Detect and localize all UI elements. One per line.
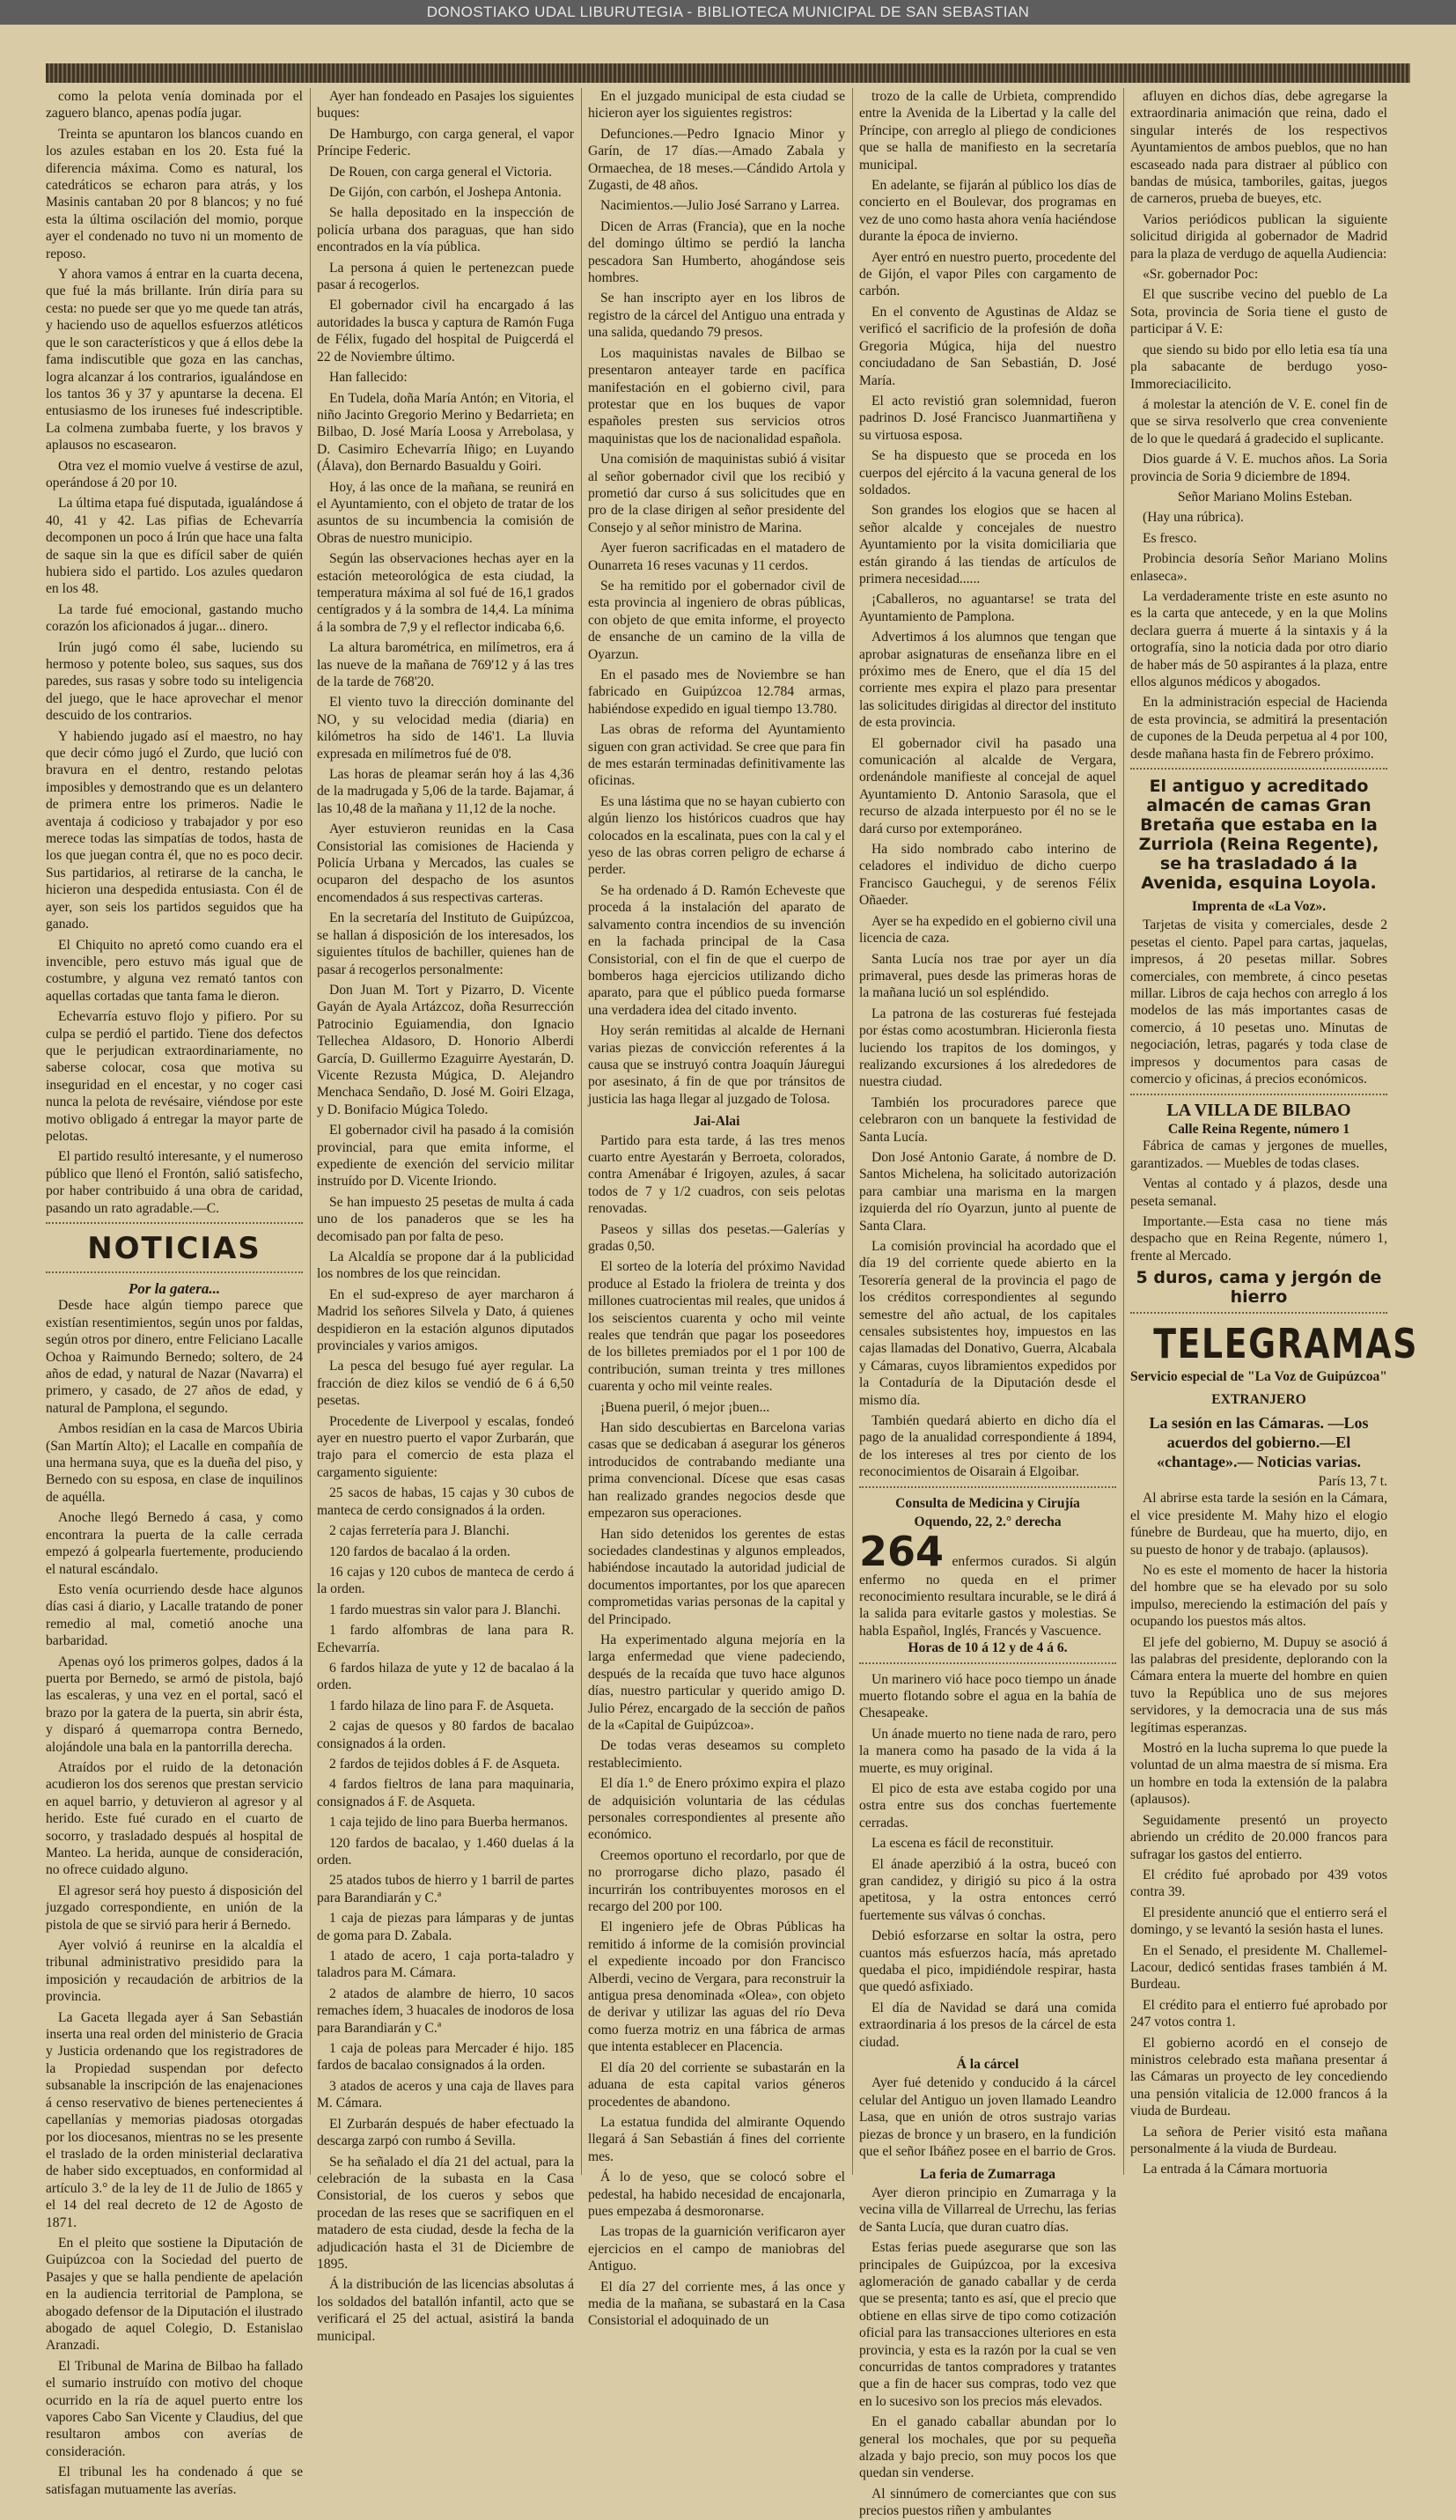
paragraph: El sorteo de la lotería del próximo Navidad produce al Estado la friolera de treinta y dos millones cuatrocientas mil reales, que unidos á los seiscientos cuarenta y ocho mil veinte reales que tendrán que pagar los poseedores de los billetes premiados por el 1 por 100 de contribución, suman treinta y tres millones cuarenta y ocho mil veinte reales.	[588, 1259, 845, 1395]
paragraph: Ha sido nombrado cabo interino de celadores el individuo de dicho cuerpo Francisco Gauchegui, y de serenos Félix Oñaeder.	[859, 842, 1116, 909]
paragraph: Ayer fué detenido y conducido á la cárcel celular del Antiguo un joven llamado Leandro Lasa, que en unión de otros sustrajo varias piezas de bronce y un brasero, en la fundición que el señor Ibáñez posee en el barrio de Gros.	[859, 2075, 1116, 2160]
paragraph: La última etapa fué disputada, igualándose á 40, 41 y 42. Las pifias de Echevarría decomponen un poco á Irún que hace una falta de saque sin la que es difícil saber de quién hubiera sido el partido. Los azules quedaron en los 48.	[46, 496, 303, 597]
paragraph: á molestar la atención de V. E. conel fin de que se sirva resolverlo que crea conveniente de lo que le quedará á gradecido el suplicante.	[1130, 396, 1387, 446]
paragraph: 1 fardo alfombras de lana para R. Echevarría.	[317, 1623, 574, 1655]
paragraph: Irún jugó como él sabe, luciendo su hermoso y potente boleo, sus saques, sus dos paredes, sus rasas y sobre todo su inteligencia del juego, que le hace aprovechar el menor descuido de los contrarios.	[46, 639, 303, 724]
paragraph: Ayer entró en nuestro puerto, procedente del de Gijón, el vapor Piles con cargamento de carbón.	[859, 249, 1116, 299]
paragraph: afluyen en dichos días, debe agregarse la extraordinaria animación que reina, dado el singular interés de los respectivos Ayuntamientos de ambos pueblos, que no han escaseado nada para distraer al público con bandas de música, tamboriles, gaitas, juegos de carneros, prueba de bueyes, etc.	[1130, 89, 1387, 207]
paragraph: En el sud-expreso de ayer marcharon á Madrid los señores Silvela y Dato, á quienes despidieron en la estación algunos diputados provinciales y varios amigos.	[317, 1286, 574, 1354]
paragraph: «Sr. gobernador Poc:	[1143, 267, 1259, 283]
paragraph: El ingeniero jefe de Obras Públicas ha remitido á informe de la comisión provincial el expediente incoado por don Francisco Alberdi, vecino de Vergara, para reconstruir la antigua presa denominada «Olea», con objeto de derivar y utilizar las aguas del río Deva como fuerza motriz en una fábrica de armas que intenta establecer en Placencia.	[588, 1919, 845, 2055]
paragraph: Seguidamente presentó un proyecto abriendo un crédito de 20.000 francos para sufragar los gastos del entierro.	[1130, 1812, 1387, 1862]
divider	[1130, 768, 1387, 770]
paragraph: 25 atados tubos de hierro y 1 barril de partes para Barandiarán y C.ª	[317, 1873, 574, 1905]
article-title: Jai-Alai	[693, 1114, 740, 1130]
paragraph: En el juzgado municipal de esta ciudad se hicieron ayer los siguientes registros:	[588, 89, 845, 122]
paragraph: Dios guarde á V. E. muchos años. La Soria provincia de Soria 9 diciembre de 1894.	[1130, 452, 1387, 484]
paragraph: Ayer dieron principio en Zumarraga y la vecina villa de Villarreal de Urrechu, las ferias de Santa Lucía, que duran cuatro días.	[859, 2185, 1116, 2235]
paragraph: En el Senado, el presidente M. Challemel-Lacour, dedicó sentidas frases también á M. Burdeau.	[1130, 1942, 1387, 1993]
paragraph: Treinta se apuntaron los blancos cuando en los azules estaban en los 20. Esta fué la diferencia máxima. Como es natural, los catedráticos se echaron para atrás, y los Masinis cantaban 20 por 8 blancos; y no fué esta la última oscilación del momio, porque ayer el condenado no tuvo ni un momento de reposo.	[46, 126, 303, 262]
paragraph: El pico de esta ave estaba cogido por una ostra entre sus dos conchas fuertemente cerradas.	[859, 1780, 1116, 1831]
paragraph: Son grandes los elogios que se hacen al señor alcalde y concejales de nuestro Ayuntamiento por la visita domiciliaria que están girando á las tiendas de artículos de primera necesidad......	[859, 503, 1116, 586]
paragraph: Un ánade muerto no tiene nada de raro, pero la manera como ha pasado de la vida á la muerte, es muy original.	[859, 1726, 1116, 1776]
paragraph: De todas veras deseamos su completo restablecimiento.	[588, 1738, 845, 1771]
paragraph: Don Juan M. Tort y Pizarro, D. Vicente Gayán de Ayala Artázcoz, doña Resurrección Patrocinio Eguiamendia, don Ignacio Tellechea Aldasoro, D. Honorio Alberdi García, D. Guillermo Ezaguirre Ayestarán, D. Vicente Rezusta Múgica, D. Alejandro Menchaca Sendaño, D. José M. Goiri Elzaga, y D. Bonifacio Múgica Toledo.	[317, 982, 574, 1117]
paragraph: La verdaderamente triste en este asunto no es la carta que antecede, y en la que Molins declara guerra á muerte á la sintaxis y á la ortografía, sino la noticia dada por otro diario de haber más de 50 aspirantes á la plaza, entre ellos algunos médicos y abogados.	[1130, 588, 1387, 689]
paragraph: Mostró en la lucha suprema lo que puede la voluntad de un alma maestra de sí misma. Era un hombre en toda la extensión de la palabra (aplausos).	[1130, 1741, 1387, 1808]
paragraph: El día 20 del corriente se subastarán en la aduana de esta capital varios géneros procedentes de abandono.	[588, 2059, 845, 2110]
ad-body	[859, 1527, 1116, 1640]
dateline: París 13, 7 t.	[1318, 1473, 1387, 1489]
paragraph: Advertimos á los alumnos que tengan que aprobar asignaturas de enseñanza libre en el próximo mes de Enero, que el día 15 del corriente mes expira el plazo para presentar las solicitudes dirigidas al director del instituto de esta provincia.	[859, 630, 1116, 731]
paragraph: Es una lástima que no se hayan cubierto con algún lienzo los históricos cuadros que hay colocados en la escalinata, pues con la cal y el yeso de las obras corren peligro de echarse á perder.	[588, 793, 845, 878]
paragraph: Las obras de reforma del Ayuntamiento siguen con gran actividad. Se cree que para fin de mes estarán terminadas definitivamente las oficinas.	[588, 722, 845, 789]
paragraph: Santa Lucía nos trae por ayer un día primaveral, pues desde las primeras horas de la mañana lució un sol espléndido.	[859, 951, 1116, 1001]
paragraph: Han sido detenidos los gerentes de estas sociedades clandestinas y algunos empleados, habiéndose incautado la autoridad judicial de documentos importantes, por los que aparecen comprometidas varias personas de la capital y del Principado.	[588, 1526, 845, 1627]
paragraph: Los maquinistas navales de Bilbao se presentaron anteayer tarde en pacífica manifestación en el gobierno civil, para protestar que en los buques de vapor españoles presten sus servicios otros maquinistas que los de nacionalidad española.	[588, 345, 845, 446]
ad-address: Oquendo, 22, 2.° derecha	[914, 1514, 1062, 1530]
paragraph: Varios periódicos publican la siguiente solicitud dirigida al gobernador de Madrid para la plaza de verdugo de aquella Audiencia:	[1130, 211, 1387, 262]
paragraph: Probincia desoría Señor Mariano Molins enlaseca».	[1130, 551, 1387, 584]
paragraph: En el pasado mes de Noviembre se han fabricado en Guipúzcoa 12.784 armas, habiéndose expedido en igual tiempo 13.780.	[588, 667, 845, 717]
paragraph: La Gaceta llegada ayer á San Sebastián inserta una real orden del ministerio de Gracia y Justicia ordenando que los registradores de la Propiedad suspendan por defecto subsanable la inscripción de las enajenaciones á censo reservativo de bienes pertenecientes á capellanías y memorias piadosas otorgadas por los diocesanos, mientras no se les presente el traslado de la orden ministerial declarativa de haber sido exceptuados, en conformidad al artículo 3.° de la ley de 11 de Julio de 1865 y el 14 del real decreto de 12 de Agosto de 1871.	[46, 2009, 303, 2230]
paragraph: Y ahora vamos á entrar en la cuarta decena, que fué la más brillante. Irún diría para su cesta: no puede ser que yo me quede tan atrás, y haciendo uso de aquellos esfuerzos atléticos que le son característicos y que á ellos debe la fama indiscutible que goza en las canchas, logra alcanzar á los contrarios, igualándose en los tantos 36 y 37 y apuntarse la decena. El entusiasmo de los iruneses fué indescriptible. La colmena zumbaba fuerte, y los bravos y aplausos no escasearon.	[46, 267, 303, 453]
paragraph: Se ha señalado el día 21 del actual, para la celebración de la subasta en la Casa Consistorial, de los cueros y sebos que procedan de las reses que se sacrifiquen en el matadero de esta ciudad, desde la fecha de la adjudicación hasta el 31 de Diciembre de 1895.	[317, 2154, 574, 2272]
paragraph: La estatua fundida del almirante Oquendo llegará á San Sebastián á fines del corriente mes.	[588, 2114, 845, 2164]
paragraph: (Hay una rúbrica).	[1143, 510, 1244, 526]
article-title: Por la gatera...	[128, 1280, 221, 1297]
paragraph: Ayer fueron sacrificadas en el matadero de Ounarreta 16 reses vacunas y 11 cerdos.	[588, 541, 845, 573]
paragraph: Ambos residían en la casa de Marcos Ubiria (San Martín Alto); el Lacalle en compañía de una hermana suya, que es la dueña del piso, y Bernedo con su esposa, en clase de inquilinos de aquélla.	[46, 1421, 303, 1505]
paragraph: La entrada á la Cámara mortuoria	[1143, 2162, 1327, 2177]
paragraph: El Chiquito no apretó como cuando era el invencible, pero estuvo más igual que de costumbre, y alguna vez remató tantos con aquellas cortadas que tanta fama le dieron.	[46, 937, 303, 1004]
paragraph: La comisión provincial ha acordado que el día 19 del corriente quede abierto en la Tesorería general de la provincia el pago de los créditos correspondientes al segundo semestre del año actual, de los capitales censales subsistentes hoy, impuestos en las cajas llamadas del Donativo, Guerra, Alcabala y Cámaras, cuyos libramientos expedidos por la Contaduría de la Diputación desde el mismo día.	[859, 1239, 1116, 1408]
paragraph: 1 caja de piezas para lámparas y de juntas de goma para D. Zabala.	[317, 1911, 574, 1943]
column-separator	[581, 88, 582, 2175]
paragraph: trozo de la calle de Urbieta, comprendido entre la Avenida de la Libertad y la calle del Príncipe, con arreglo al pliego de condiciones que se halla de manifiesto en la secretaría municipal.	[859, 89, 1116, 173]
paragraph: Hoy, á las once de la mañana, se reunirá en el Ayuntamiento, con el objeto de tratar de los asuntos de su incumbencia la comisión de Obras de nuestro municipio.	[317, 479, 574, 546]
divider	[1130, 1312, 1387, 1314]
paragraph: El viento tuvo la dirección dominante del NO, y su velocidad media (diaria) en kilómetros ha sido de 146'1. La lluvia expresada en milímetros fué de 0'8.	[317, 695, 574, 762]
paragraph: En adelante, se fijarán al público los días de concierto en el Boulevar, dos programas en vez de uno como hasta ahora venía haciéndose durante la época de invierno.	[859, 178, 1116, 245]
paragraph: El crédito para el entierro fué aprobado por 247 votos contra 1.	[1130, 1997, 1387, 2030]
ad-text: enfermos curados. Si algún enfermo no queda en el primer reconocimiento resultara incurable, se le dirá á la salida para evitarle gastos y molestias. Se habla Español, Inglés, Francés y Vascuence.	[859, 1553, 1116, 1639]
paragraph: Es fresco.	[1143, 530, 1197, 546]
paragraph: Al abrirse esta tarde la sesión en la Cámara, el vice presidente M. Mahy hizo el elogio fúnebre de Burdeau, que ha muerto, dijo, en su puesto de honor y de trabajo. (aplausos).	[1130, 1491, 1387, 1558]
paragraph: El día 27 del corriente mes, á las once y media de la mañana, se subastará en la Casa Consistorial el adoquinado de un	[588, 2279, 845, 2329]
paragraph: Han fallecido:	[329, 370, 408, 386]
ad-title: Consulta de Medicina y Cirujía	[895, 1495, 1080, 1511]
paragraph: Tarjetas de visita y comerciales, desde 2 pesetas el ciento. Papel para cartas, jaquelas, impresos, á 20 pesetas millar. Sobres comerciales, con membrete, á cinco pesetas millar. Libros de caja hechos con arreglo á los modelos de las más importantes casas de comercio, á 10 pesetas uno. Minutas de negociación, letras, pagarés y toda clase de impresos y documentos para casas de comercio y oficinas, á precios económicos.	[1130, 917, 1387, 1087]
paragraph: El ánade aperzibió á la ostra, buceó con gran candidez, y dirigió su pico á la ostra apetitosa, y la ostra entonces cerró fuertemente sus válvas ó conchas.	[859, 1856, 1116, 1923]
paragraph: Se ha ordenado á D. Ramón Echeveste que proceda á la instalación del aparato de salvamento contra incendios de su invención en la fachada principal de la Casa Consistorial, con el fin de que el cuerpo de bomberos haga ejercicios utilizando dicho aparato, para que el público pueda formarse una verdadera idea del citado invento.	[588, 882, 845, 1018]
paragraph: En la administración especial de Hacienda de esta provincia, se admitirá la presentación de cupones de la Deuda perpetua al 4 por 100, desde mañana hasta fin de Febrero próximo.	[1130, 695, 1387, 762]
article-title: Á la cárcel	[956, 2057, 1019, 2073]
paragraph: En el convento de Agustinas de Aldaz se verificó el sacrificio de la profesión de doña Gregoria Múgica, hija del nuestro conciudadano de San Sebastián, D. José María.	[859, 304, 1116, 388]
paragraph: De Rouen, con carga general el Victoria.	[329, 164, 553, 180]
paragraph: Echevarría estuvo flojo y pifiero. Por su culpa se perdió el partido. Tiene dos defectos que le perjudican extraordinariamente, no saberse colocar, cosa que motiva su inseguridad en el encestar, y no coger casi nunca la pelota de revésaire, viéndose por este motivo obligado á entregar la mayor parte de pelotas.	[46, 1009, 303, 1144]
column-separator	[1123, 88, 1124, 2175]
column-5	[1130, 88, 1419, 2177]
divider	[859, 1486, 1116, 1488]
paragraph: 1 fardo hilaza de lino para F. de Asqueta.	[329, 1698, 555, 1713]
paragraph: 6 fardos hilaza de yute y 12 de bacalao á la orden.	[317, 1660, 574, 1693]
divider	[1130, 1094, 1387, 1095]
paragraph: Ventas al contado y á plazos, desde una peseta semanal.	[1130, 1176, 1387, 1209]
paragraph: El gobernador civil ha pasado una comunicación al alcalde de Vergara, ordenándole manifieste al concejal de aquel Ayuntamiento D. Antonio Sarasola, que el recurso de alzada interpuesto por él no se le dará curso por extemporáneo.	[859, 735, 1116, 836]
paragraph: Atraídos por el ruido de la detonación acudieron los dos serenos que prestan servicio en aquel barrio, y detuvieron al agresor y al herido. Este fué curado en el cuarto de socorro, y trasladado después al hospital de Manteo. La herida, aunque de consideración, no ofrece cuidado alguno.	[46, 1759, 303, 1878]
paragraph: 3 atados de aceros y una caja de llaves para M. Cámara.	[317, 2078, 574, 2111]
paragraph: También los procuradores parece que celebraron con un banquete la festividad de Santa Lucía.	[859, 1094, 1116, 1145]
paragraph: Según las observaciones hechas ayer en la estación meteorológica de esta ciudad, la temperatura máxima al sol fué de 16,1 grados centígrados y á la sombra de 14,4. La mínima á la sombra de 7,9 y el reflector indicaba 6,6.	[317, 551, 574, 635]
paragraph: El agresor será hoy puesto á disposición del juzgado correspondiente, en unión de la pistola de que se sirvió para herir á Bernedo.	[46, 1883, 303, 1933]
paragraph: No es este el momento de hacer la historia del hombre que se ha elevado por su solo impulso, mereciendo la estimación del país y ocupando los puestos más altos.	[1130, 1563, 1387, 1630]
paragraph: 2 fardos de tejidos dobles á F. de Asqueta.	[329, 1756, 561, 1772]
divider	[859, 1662, 1116, 1664]
paragraph: El jefe del gobierno, M. Dupuy se asoció á las palabras del presidente, deplorando con la Cámara entera la muerte del hombre en quien tuvo la República uno de sus mejores servidores, y la democracia una de sus más legítimas esperanzas.	[1130, 1634, 1387, 1735]
paragraph: 1 fardo muestras sin valor para J. Blanchi.	[329, 1602, 561, 1617]
paragraph: En el ganado caballar abundan por lo general los mochales, que por su pequeña alzada y bajo precio, son muy pocos los que quedan sin venderse.	[859, 2414, 1116, 2481]
paragraph: Se ha remitido por el gobernador civil de esta provincia al ingeniero de obras públicas, con objeto de que emita informe, el proyecto de ensanche de un camino de la villa de Oyarzun.	[588, 578, 845, 662]
column-1	[46, 88, 303, 2497]
paragraph: Paseos y sillas dos pesetas.—Galerías y gradas 0,50.	[588, 1221, 845, 1254]
column-separator	[310, 88, 311, 2175]
section-heading-extranjero: EXTRANJERO	[1211, 1391, 1306, 1407]
paragraph: El acto revistió gran solemnidad, fueron padrinos D. José Francisco Juanmartiñena y su virtuosa esposa.	[859, 393, 1116, 443]
paragraph: Apenas oyó los primeros golpes, dados á la puerta por Bernedo, se armó de pistola, bajó las escaleras, y una vez en el portal, sacó el brazo por la gatera de la puerta, sin abrir ésta, y disparó á quemarropa contra Bernedo, alojándole una bala en la pantorrilla derecha.	[46, 1654, 303, 1755]
paragraph: El tribunal les ha condenado á que se satisfagan mutuamente las averías.	[46, 2465, 303, 2497]
column-3	[588, 88, 845, 2329]
ad-hours: Horas de 10 á 12 y de 4 á 6.	[908, 1640, 1068, 1656]
paragraph: La tarde fué emocional, gastando mucho corazón los aficionados á jugar... dinero.	[46, 601, 303, 635]
section-heading-telegramas: TELEGRAMAS	[1153, 1320, 1419, 1368]
paragraph: Se han inscripto ayer en los libros de registro de la cárcel del Antiguo una entrada y una salida, quedando 79 presos.	[588, 291, 845, 341]
paragraph: El gobernador civil ha pasado á la comisión provincial, para que emita informe, el expediente de exención del servicio militar instruído por D. Vicente Iriondo.	[317, 1123, 574, 1190]
paragraph: Se han impuesto 25 pesetas de multa á cada uno de los panaderos que se les ha decomisado pan por falta de peso.	[317, 1194, 574, 1244]
paragraph: La altura barométrica, en milímetros, era á las nueve de la mañana de 769'12 y á las tres de la tarde de 768'20.	[317, 640, 574, 689]
masthead-rule	[46, 63, 1410, 83]
paragraph: Anoche llegó Bernedo á casa, y como encontrara la puerta de la calle cerrada empezó á golpearla fuertemente, produciendo el natural escándalo.	[46, 1510, 303, 1577]
paragraph: Ayer han fondeado en Pasajes los siguientes buques:	[317, 89, 574, 122]
paragraph: Una comisión de maquinistas subió á visitar al señor gobernador civil que los recibió y prometió dar curso á sus solicitudes que en pro de la clase dirigen al señor presidente del Consejo y al señor ministro de Marina.	[588, 452, 845, 535]
paragraph: 16 cajas y 120 cubos de manteca de cerdo á la orden.	[317, 1564, 574, 1597]
paragraph: Debió esforzarse en soltar la ostra, pero cuantos más esfuerzos hacía, más apretado quedaba el pico, impidiéndole respirar, hasta que quedó asfixiado.	[859, 1928, 1116, 1995]
paragraph: Esto venía ocurriendo desde hace algunos días casi á diario, y Lacalle tratando de poner remedio al mal, cometió anoche una barbaridad.	[46, 1581, 303, 1649]
paragraph: La patrona de las costureras fué festejada por éstas como acostumbran. Hicieronla fiesta luciendo los trapitos de los domingos, y realizando excursiones á los alrededores de nuestra ciudad.	[859, 1006, 1116, 1090]
paragraph: Al sinnúmero de comerciantes que con sus precios puestos riñen y ambulantes	[859, 2486, 1116, 2519]
ad-address: Calle Reina Regente, número 1	[1167, 1121, 1350, 1137]
paragraph: Creemos oportuno el recordarlo, por que de no prorrogarse dicho plazo, pasado él incurrirán los contribuyentes morosos en el recargo del 200 por 100.	[588, 1847, 845, 1915]
article-title: La feria de Zumarraga	[920, 2166, 1055, 2182]
paragraph: Estas ferias puede asegurarse que son las principales de Guipúzcoa, por la excesiva aglomeración de ganado caballar y de cerda que se presenta; tanto es así, que el precio que obtiene en ellas sirve de tipo como cotización oficial para las transacciones ulteriores en esta provincia, y esta es la razón por la cual se ven concurridas de tantos compradores y tratantes que a fin de hacer sus compras, todo vez que en lo sucesivo son los precios más elevados.	[859, 2240, 1116, 2409]
paragraph: En la secretaría del Instituto de Guipúzcoa, se hallan á disposición de los interesados, los siguientes títulos de bachiller, quienes han de pasar á recogerlos personalmente:	[317, 910, 574, 977]
paragraph: El día de Navidad se dará una comida extraordinaria á los presos de la cárcel de esta ciudad.	[859, 2000, 1116, 2050]
paragraph: Hoy serán remitidas al alcalde de Hernani varias piezas de convicción referentes á la causa que se instruyó contra Joaquín Jáuregui por asesinato, á fin de que por tránsitos de justicia las haga llegar al juzgado de Tolosa.	[588, 1023, 845, 1107]
column-separator	[852, 88, 853, 2175]
paragraph: La señora de Perier visitó esta mañana personalmente á la viuda de Burdeau.	[1130, 2124, 1387, 2156]
paragraph: como la pelota venía dominada por el zaguero blanco, apenas podía jugar.	[46, 89, 303, 122]
paragraph: 2 atados de alambre de hierro, 10 sacos remaches ídem, 3 huacales de inodoros de losa para Barandiarán y C.ª	[317, 1986, 574, 2036]
column-4	[859, 88, 1116, 2519]
paragraph: Á lo de yeso, que se colocó sobre el pedestal, ha habido necesidad de encajonarla, pues empezaba á desmoronarse.	[588, 2170, 845, 2219]
ad-price: 5 duros, cama y jergón de hierro	[1136, 1268, 1382, 1308]
paragraph: 25 sacos de habas, 15 cajas y 30 cubos de manteca de cerdo consignados á la orden.	[317, 1485, 574, 1518]
paragraph: 120 fardos de bacalao á la orden.	[329, 1544, 511, 1559]
paragraph: Á la distribución de las licencias absolutas á los soldados del batallón infantil, acto que se verificará el 25 del actual, asistirá la banda municipal.	[317, 2277, 574, 2344]
paragraph: Se ha dispuesto que se proceda en los cuerpos del ejército á la vacuna general de los soldados.	[859, 448, 1116, 497]
paragraph: Ayer se ha expedido en el gobierno civil una licencia de caza.	[859, 913, 1116, 947]
paragraph: También quedará abierto en dicho día el pago de la anualidad correspondiente á 1894, de los intereses al tres por ciento de los reconocimientos de Oisarain á Elgoibar.	[859, 1413, 1116, 1480]
paragraph: Fábrica de camas y jergones de muelles, garantizados. — Muebles de todas clases.	[1130, 1138, 1387, 1171]
paragraph: El gobierno acordó en el consejo de ministros celebrado esta mañana presentar á las Cámaras un proyecto de ley concediendo una pensión vitalicia de 12.000 francos á la viuda de Burdeau.	[1130, 2035, 1387, 2119]
paragraph: La pesca del besugo fué ayer regular. La fracción de diez kilos se vendió de 6 á 6,50 pesetas.	[317, 1359, 574, 1409]
divider	[46, 1222, 303, 1224]
paragraph: 1 caja de poleas para Mercader é hijo. 185 fardos de bacalao consignados á la orden.	[317, 2041, 574, 2074]
paragraph: Dicen de Arras (Francia), que en la noche del domingo último se perdió la lancha pescadora San Humberto, ahogándose seis hombres.	[588, 218, 845, 286]
paragraph: 1 caja tejido de lino para Buerba hermanos.	[329, 1815, 569, 1831]
paragraph: 2 cajas ferretería para J. Blanchi.	[329, 1523, 510, 1539]
paragraph: Ha experimentado alguna mejoría en la larga enfermedad que viene padeciendo, después de la recaída que tuvo hace algunos días, nuestro particular y querido amigo D. Julio Pérez, encargado de la sección de paños de la «Capital de Guipúzcoa».	[588, 1632, 845, 1733]
paragraph: 120 fardos de bacalao, y 1.460 duelas á la orden.	[317, 1835, 574, 1868]
paragraph: El Zurbarán después de haber efectuado la descarga zarpó con rumbo á Sevilla.	[317, 2116, 574, 2149]
paragraph: La escena es fácil de reconstituir.	[871, 1836, 1054, 1852]
paragraph: Procedente de Liverpool y escalas, fondeó ayer en nuestro puerto el vapor Zurbarán, que trajo para el comercio de esta plaza el cargamento siguiente:	[317, 1413, 574, 1480]
library-header: DONOSTIAKO UDAL LIBURUTEGIA - BIBLIOTECA MUNICIPAL DE SAN SEBASTIAN	[0, 0, 1456, 25]
paragraph: Ayer volvió á reunirse en la alcaldía el tribunal administrativo presidido para la imposición y recaudación de arbitrios de la provincia.	[46, 1938, 303, 2005]
paragraph: Desde hace algún tiempo parece que existían resentimientos, según unos por faldas, según otros por dinero, entre Feliciano Lacalle Ochoa y Raimundo Bernedo; soltero, de 24 años de edad, y natural de Nazar (Navarra) el primero, y casado, de 27 años de edad, y natural de Pamplona, el segundo.	[46, 1298, 303, 1416]
paragraph: ¡Caballeros, no aguantarse! se trata del Ayuntamiento de Pamplona.	[859, 592, 1116, 624]
paragraph: Nacimientos.—Julio José Sarrano y Larrea.	[600, 198, 840, 214]
paragraph: Ayer estuvieron reunidas en la Casa Consistorial las comisiones de Hacienda y Policía Urbana y Mercados, las cuales se ocuparon del despacho de los asuntos encomendados á sus respectivas carteras.	[317, 822, 574, 905]
paragraph: Otra vez el momio vuelve á vestirse de azul, operándose á 20 por 10.	[46, 458, 303, 490]
section-subtitle: Servicio especial de "La Voz de Guipúzcoa"	[1130, 1369, 1387, 1385]
ad-camas: El antiguo y acreditado almacén de camas Gran Bretaña que estaba en la Zurriola (Reina Regente), se ha trasladado á la Avenida, esquina Loyola.	[1138, 777, 1379, 894]
paragraph: Se halla depositado en la inspección de policía urbana dos paraguas, que han sido encontrados en la vía pública.	[317, 205, 574, 255]
paragraph: En Tudela, doña María Antón; en Vitoria, el niño Jacinto Gregorio Merino y Bedarrieta; en Bilbao, D. José María Loosa y Arrebolasa, y D. Casimiro Echevarría Iñigo; en Luyando (Álava), don Bernardo Basualdu y Goiri.	[317, 390, 574, 475]
paragraph: De Hamburgo, con carga general, el vapor Príncipe Federic.	[317, 126, 574, 159]
paragraph: El día 1.° de Enero próximo expira el plazo de adquisición voluntaria de las cédulas personales correspondientes al presente año económico.	[588, 1776, 845, 1843]
paragraph: 1 atado de acero, 1 caja porta-taladro y taladros para M. Cámara.	[317, 1949, 574, 1981]
paragraph: Defunciones.—Pedro Ignacio Minor y Garín, de 17 días.—Amado Zabala y Ormaechea, de 18 meses.—Cándido Artola y Zugasti, de 48 años.	[588, 126, 845, 194]
signature-line: Señor Mariano Molins Esteban.	[1177, 489, 1353, 505]
paragraph: Un marinero vió hace poco tiempo un ánade muerto flotando sobre el agua en la bahía de Chesapeake.	[859, 1671, 1116, 1721]
paragraph: En el pleito que sostiene la Diputación de Guipúzcoa con la Sociedad del puerto de Pasajes y que se halla pendiente de apelación en la audiencia territorial de Pamplona, se abogado defensor de la Diputación el ilustrado abogado de aquel Colegio, D. Estanislao Aranzadi.	[46, 2235, 303, 2354]
paragraph: El crédito fué aprobado por 439 votos contra 39.	[1130, 1867, 1387, 1900]
paragraph: Las tropas de la guarnición verificaron ayer ejercicios en el campo de maniobras del Antiguo.	[588, 2224, 845, 2274]
ad-title: Imprenta de «La Voz».	[1191, 899, 1327, 915]
paragraph: Partido para esta tarde, á las tres menos cuarto entre Ayestarán y Berroeta, colorados, contra Amenábar é Irigoyen, azules, á sacar todos de 7 y 1/2 cuadros, con seis pelotas renovadas.	[588, 1132, 845, 1217]
paragraph: El gobernador civil ha encargado á las autoridades la busca y captura de Ramón Fuga de Félix, fugado del hospital de Puigcerdá el 22 de Noviembre último.	[317, 298, 574, 365]
paragraph: 2 cajas de quesos y 80 fardos de bacalao consignados á la orden.	[317, 1719, 574, 1751]
paragraph: Han sido descubiertas en Barcelona varias casas que se dedicaban á asegurar los géneros introducidos de contrabando mediante una prima convencional. Dícese que esas casas han realizado grandes negocios desde que empezaron sus operaciones.	[588, 1420, 845, 1522]
paragraph: Don José Antonio Garate, á nombre de D. Santos Michelena, ha solicitado autorización para cambiar una marisma en la margen izquierda del río Oyarzun, junto al puente de Santa Clara.	[859, 1149, 1116, 1234]
paragraph: El presidente anunció que el entierro será el domingo, y se levantó la sesión hasta el lunes.	[1130, 1905, 1387, 1938]
ad-number: 264	[859, 1527, 945, 1575]
paragraph: El partido resultó interesante, y el numeroso público que llenó el Frontón, salió satisfecho, por haber contribuido á una obra de caridad, pasando un rato agradable.—C.	[46, 1149, 303, 1216]
paragraph: Las horas de pleamar serán hoy á las 4,36 de la madrugada y 5,06 de la tarde. Bajamar, á las 10,48 de la mañana y 11,12 de la noche.	[317, 767, 574, 816]
paragraph: La persona á quien le pertenezcan puede pasar á recogerlos.	[317, 260, 574, 293]
section-heading-noticias: NOTICIAS	[87, 1231, 261, 1266]
paragraph: La Alcaldía se propone dar á la publicidad los nombres de los que reincidan.	[317, 1249, 574, 1282]
paragraph: ¡Buena pueril, ó mejor ¡buen...	[600, 1399, 770, 1415]
divider	[46, 1271, 303, 1273]
paragraph: Importante.—Esta casa no tiene más despacho que en Reina Regente, número 1, frente al Mercado.	[1130, 1213, 1387, 1264]
ad-title: LA VILLA DE BILBAO	[1166, 1100, 1351, 1120]
paragraph: que siendo su bido por ello letia esa tía una pla sabacante de berdugo yoso-Immoreciacilicito.	[1130, 342, 1387, 392]
article-title: La sesión en las Cámaras. —Los acuerdos del gobierno.—El «chantage».— Noticias varias.	[1149, 1413, 1369, 1470]
paragraph: De Gijón, con carbón, el Joshepa Antonia.	[329, 185, 562, 201]
paragraph: El que suscribe vecino del pueblo de La Sota, provincia de Soria tiene el gusto de participar á V. E:	[1130, 287, 1387, 337]
column-2	[317, 88, 574, 2344]
paragraph: El Tribunal de Marina de Bilbao ha fallado el sumario instruído con motivo del choque ocurrido en la ría de aquel puerto entre los vapores Cabo San Vicente y Claudius, del que resultaron ambos con averías de consideración.	[46, 2358, 303, 2459]
paragraph: Y habiendo jugado así el maestro, no hay que decir cómo jugó el Zurdo, que lució con bravura en el dentro, restando pelotas imposibles y demostrando que es un delantero de primera entre los primeros. Nadie le aventaja á codicioso y trabajador y por eso merece todas las simpatías de todos, hasta de los que juegan contra él, que no es poco decir. Sus partidarios, al retirarse de la cancha, le hicieron una despedida entusiasta. Con él de ayer, son seis los partidos seguidos que ha ganado.	[46, 728, 303, 932]
paragraph: 4 fardos fieltros de lana para maquinaria, consignados á F. de Asqueta.	[317, 1777, 574, 1809]
